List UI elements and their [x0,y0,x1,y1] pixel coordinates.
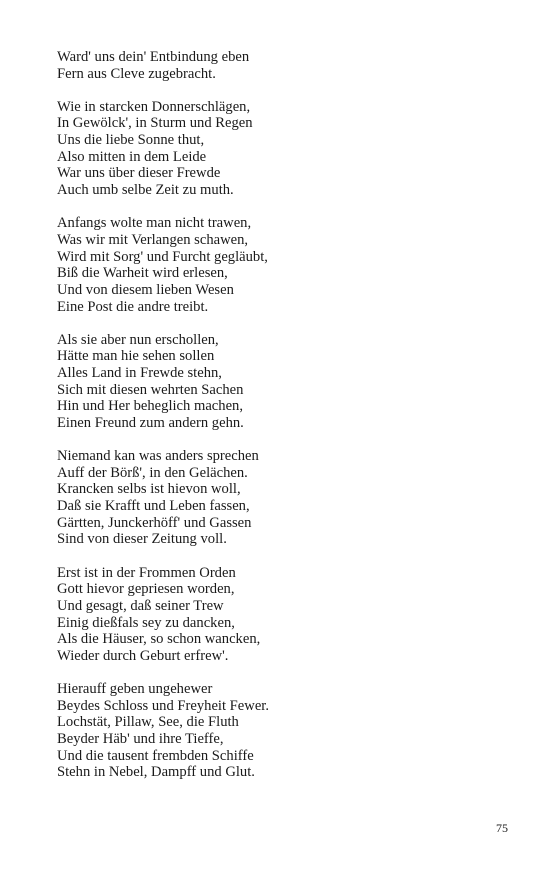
poem-line: Fern aus Cleve zugebracht. [57,65,216,82]
poem-line: Als sie aber nun erschollen, [57,331,219,348]
poem-line: In Gewölck', in Sturm und Regen [57,115,253,132]
stanza [57,565,517,665]
poem-line: Stehn in Nebel, Dampff und Glut. [57,764,255,781]
poem-line: Einen Freund zum andern gehn. [57,414,244,431]
stanza [57,681,517,781]
poem-line: Wieder durch Geburt erfrew'. [57,647,229,664]
poem-line: Hierauff geben ungehewer [57,681,213,697]
poem-line: Erst ist in der Frommen Orden [57,564,236,581]
poem-line: Beyder Häb' und ihre Tieffe, [57,730,224,747]
poem-line: Ward' uns dein' Entbindung eben [57,49,250,65]
poem-line: Sind von dieser Zeitung voll. [57,531,227,548]
poem [57,49,517,797]
page-number: 75 [496,821,508,835]
poem-line: Niemand kan was anders sprechen [57,448,259,465]
poem-line: Krancken selbs ist hievon woll, [57,481,241,498]
stanza [57,215,517,315]
poem-line: Beydes Schloss und Freyheit Fewer. [57,697,269,714]
stanza [57,448,517,548]
poem-line: Wird mit Sorg' und Furcht gegläubt, [57,248,268,265]
poem-line: Anfangs wolte man nicht trawen, [57,215,252,232]
poem-line: Sich mit diesen wehrten Sachen [57,381,244,398]
poem-line: Hätte man hie sehen sollen [57,348,215,365]
poem-line: Alles Land in Frewde stehn, [57,365,222,381]
poem-line: Auff der Börß', in den Gelächen. [57,464,248,481]
poem-line: Hin und Her beheglich machen, [57,398,244,415]
stanza [57,332,517,432]
poem-line: Eine Post die andre treibt. [57,298,209,315]
poem-line: War uns über dieser Frewde [57,165,221,182]
poem-line: Als die Häuser, so schon wancken, [57,631,261,648]
poem-line: Und von diesem lieben Wesen [57,281,234,298]
poem-line: Wie in starcken Donnerschlägen, [57,98,251,115]
poem-line: Uns die liebe Sonne thut, [57,132,205,149]
poem-line: Daß sie Krafft und Leben fassen, [57,498,250,515]
poem-line: Gärtten, Junckerhöff' und Gassen [57,514,252,531]
poem-line: Biß die Warheit wird erlesen, [57,265,228,282]
poem-line: Auch umb selbe Zeit zu muth. [57,182,234,199]
poem-line: Gott hievor gepriesen worden, [57,581,235,598]
poem-line: Lochstät, Pillaw, See, die Fluth [57,714,239,731]
poem-line: Einig dießfals sey zu dancken, [57,614,235,631]
poem-line: Und gesagt, daß seiner Trew [57,597,224,614]
stanza [57,99,517,199]
poem-line: Was wir mit Verlangen schawen, [57,231,249,248]
poem-line: Und die tausent frembden Schiffe [57,747,254,764]
stanza [57,49,517,82]
poem-line: Also mitten in dem Leide [57,148,207,165]
